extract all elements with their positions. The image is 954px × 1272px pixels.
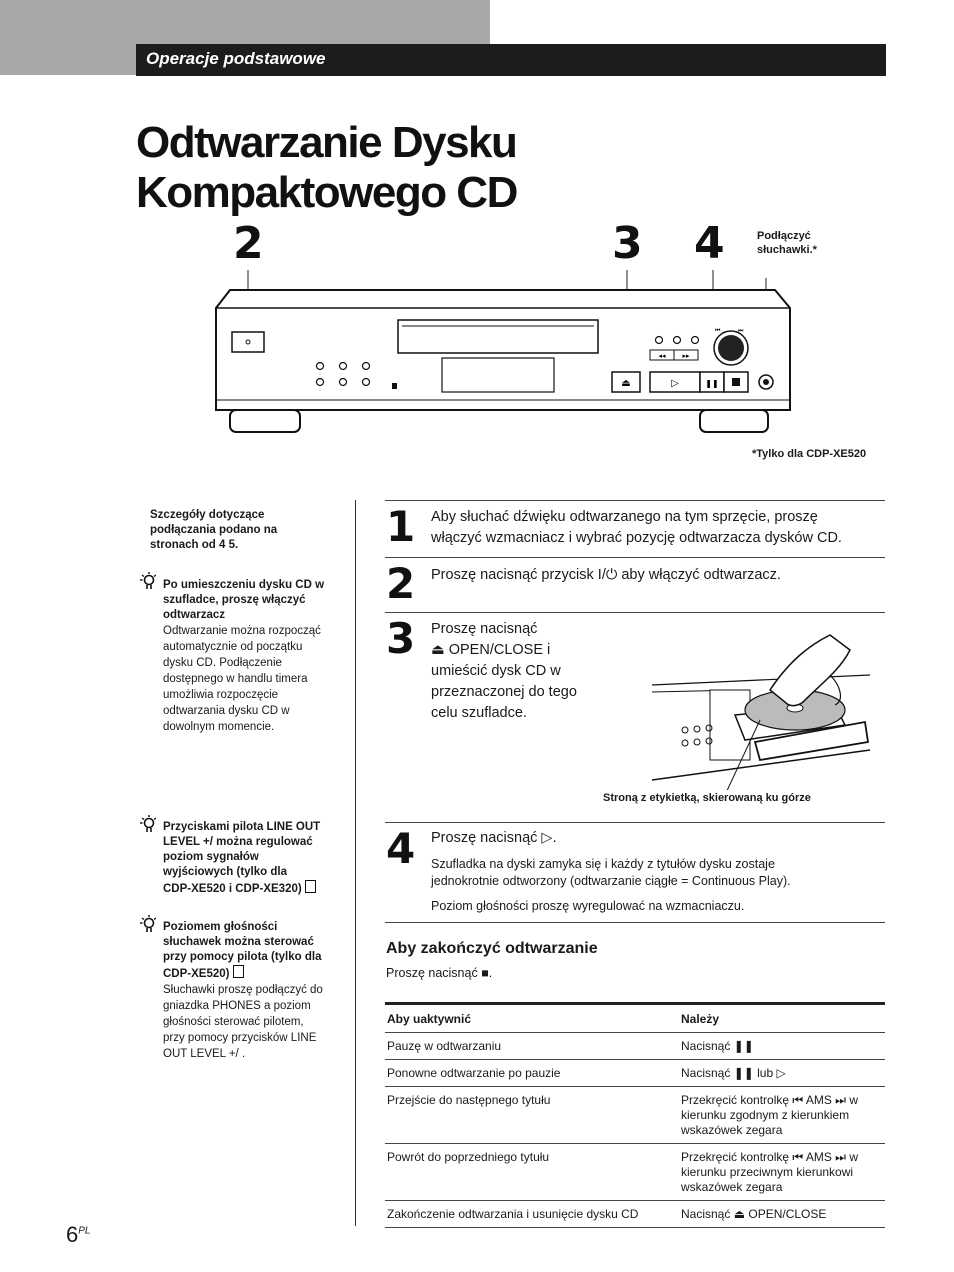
table-cell: Nacisnąć ❚❚ lub ▷ [679,1060,885,1087]
step-divider [385,612,885,613]
tip-line-out: Przyciskami pilota LINE OUT LEVEL +/ można regulować poziom sygnałów wyjściowych (tylko dla CDP-XE520 i CDP-XE320) [163,821,321,895]
step-divider [385,500,885,501]
column-header: Aby uaktywnić [385,1004,679,1033]
step-2-number: 2 [386,559,416,608]
step-divider [385,922,885,923]
remote-icon [233,965,244,978]
remote-icon [305,880,316,893]
power-button-drawing [232,332,264,352]
table-row [385,1033,885,1060]
tip-auto-play: Po umieszczeniu dysku CD w szufladce, proszę włączyć odtwarzacz Odtwarzanie można rozpocząć automatycznie od początku dysku CD. Podłączenie dostępnego w handlu timera umożliwia rozpoczęcie odtwarzania dysku CD w dowolnym momencie. [163,579,325,733]
callout-3: 3 [612,218,643,269]
headphones-label: Podłączyć słuchawki.* [757,230,817,256]
column-divider [355,500,356,1226]
table-cell: Zakończenie odtwarzania i usunięcie dysku CD [385,1201,679,1228]
column-header: Należy [679,1004,885,1033]
table-cell: Nacisnąć ❚❚ [679,1033,885,1060]
table-row [385,1087,885,1144]
svg-text:▷: ▷ [671,378,679,389]
step-divider [385,822,885,823]
disc-label-caption: Stroną z etykietką, skierowaną ku górze [603,792,811,804]
callout-2: 2 [233,218,264,269]
table-cell: Powrót do poprzedniego tytułu [385,1144,679,1201]
table-header-row [385,1004,885,1033]
step-3-text: Proszę nacisnąć ⏏ OPEN/CLOSE i umieścić dysk CD w przeznaczonej do tego celu szufladce. [431,621,577,721]
svg-text:❚❚: ❚❚ [705,379,719,388]
table-cell: Przekręcić kontrolkę ⏮ AMS ⏭ w kierunku przeciwnym kierunkowi wskazówek zegara [679,1144,885,1201]
svg-text:▸▸: ▸▸ [682,352,690,360]
table-row [385,1144,885,1201]
svg-text:◂◂: ◂◂ [658,352,666,360]
table-cell: Pauzę w odtwarzaniu [385,1033,679,1060]
lightbulb-tip-icon [140,915,156,933]
page-number: $6^{PL}$ [66,1222,91,1247]
table-cell: Ponowne odtwarzanie po pauzie [385,1060,679,1087]
tip-headphones: Poziomem głośności słuchawek można sterować przy pomocy pilota (tylko dla CDP-XE520) Słuchawki proszę podłączyć do gniazdka PHONES a poziom głośności sterować pilotem, przy pomocy przycisków LINE OUT LEVEL +/ . [163,921,323,1060]
step-2-text: Proszę nacisnąć przycisk I/⏻ aby włączyć odtwarzacz. [431,567,781,583]
svg-text:⏮: ⏮ [715,327,721,334]
svg-text:⏏: ⏏ [621,378,631,389]
table-cell: Przejście do następnego tytułu [385,1087,679,1144]
table-cell: Przekręcić kontrolkę ⏮ AMS ⏭ w kierunku zgodnym z kierunkiem wskazówek zegara [679,1087,885,1144]
svg-text:⏭: ⏭ [738,327,744,334]
stop-text: Proszę nacisnąć ■. [386,966,493,980]
table-cell: Nacisnąć ⏏ OPEN/CLOSE [679,1201,885,1228]
lightbulb-tip-icon [140,572,156,590]
step-1-text: Aby słuchać dźwięku odtwarzanego na tym sprzęcie, proszę włączyć wzmacniacz i wybrać pozycję odtwarzacza dysków CD. [431,509,842,546]
lightbulb-tip-icon [140,815,156,833]
step-4-text: Proszę nacisnąć ▷. [431,830,557,846]
step-4-number: 4 [386,824,416,873]
section-bar [136,44,886,76]
step-4-detail: Szufladka na dyski zamyka się i każdy z tytułów dysku zostaje jednokrotnie odtworzony (odtwarzanie ciągłe = Continuous Play). Poziom głośności proszę wyregulować na wzmacniaczu. [431,857,791,913]
table-row [385,1060,885,1087]
section-title: Operacje podstawowe [146,49,326,68]
page-title: Odtwarzanie Dysku Kompaktowego CD [136,118,517,217]
connection-note: Szczegóły dotyczące podłączania podano na stronach od 4 5. [150,509,278,551]
step-1-number: 1 [386,502,416,551]
step-divider [385,557,885,558]
table-row [385,1201,885,1228]
figure-footnote: *Tylko dla CDP-XE520 [752,448,867,460]
cd-player-illustration [200,270,800,440]
stop-heading: Aby zakończyć odtwarzanie [386,940,598,957]
disc-insertion-illustration [640,630,880,790]
operations-table [385,1002,885,1228]
step-3-number: 3 [386,614,416,663]
callout-4: 4 [694,218,725,269]
